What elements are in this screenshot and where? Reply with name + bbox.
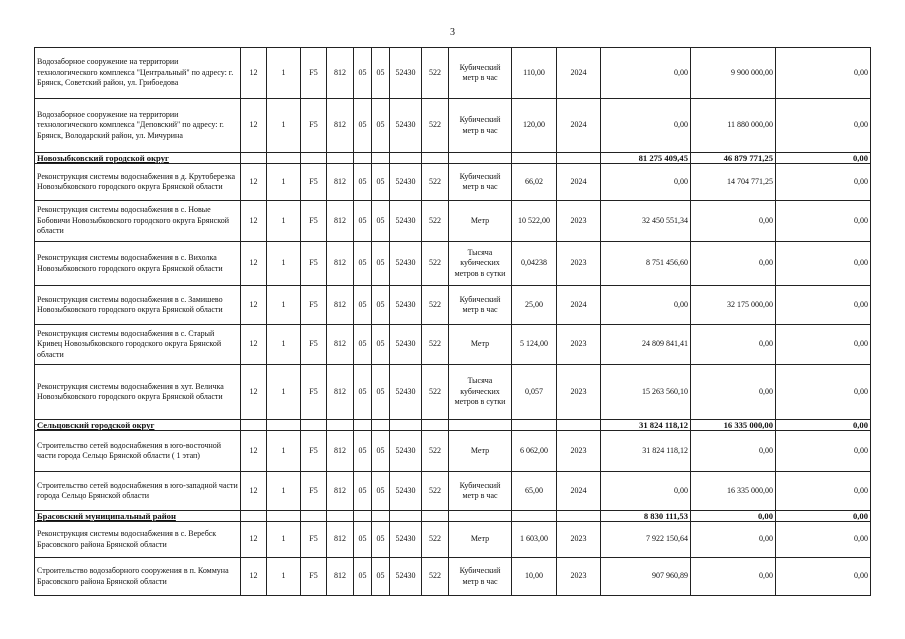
sum-2025: 0,00 (776, 420, 871, 431)
page-number: 3 (450, 27, 455, 38)
empty-cell (267, 420, 301, 431)
year-cell: 2024 (557, 164, 601, 201)
empty-cell (372, 420, 390, 431)
code-c1: 12 (241, 164, 267, 201)
code-c5: 05 (354, 365, 372, 420)
table-row (35, 558, 871, 596)
code-c2: 1 (267, 99, 301, 153)
code-c7: 52430 (390, 431, 422, 472)
sum-2024: 0,00 (691, 365, 776, 420)
table-row (35, 201, 871, 242)
sum-2025: 0,00 (776, 558, 871, 596)
code-c7: 52430 (390, 48, 422, 99)
object-name: Реконструкция системы водоснабжения в д. Крутоберезка Новозыбковского городского округа Брянской области (35, 164, 241, 201)
volume-cell: 66,02 (512, 164, 557, 201)
unit-cell: Кубический метр в час (449, 99, 512, 153)
table-row (35, 242, 871, 286)
code-c5: 05 (354, 164, 372, 201)
code-c5: 05 (354, 431, 372, 472)
empty-cell (512, 420, 557, 431)
empty-cell (512, 153, 557, 164)
empty-cell (354, 420, 372, 431)
code-c7: 52430 (390, 242, 422, 286)
code-c5: 05 (354, 522, 372, 558)
sum-2023: 0,00 (601, 99, 691, 153)
code-c4: 812 (327, 164, 354, 201)
code-c7: 52430 (390, 286, 422, 325)
empty-cell (301, 511, 327, 522)
object-name: Водозаборное сооружение на территории технологического комплекса "Центральный" по адресу: г. Брянск, Советский район, ул. Грибоедова (35, 48, 241, 99)
code-c2: 1 (267, 558, 301, 596)
sum-2024: 9 900 000,00 (691, 48, 776, 99)
object-name: Водозаборное сооружение на территории технологического комплекса "Деповский" по адресу: г. Брянск, Володарский район, ул. Мичурина (35, 99, 241, 153)
sum-2024: 11 880 000,00 (691, 99, 776, 153)
year-cell: 2024 (557, 286, 601, 325)
empty-cell (354, 153, 372, 164)
sum-2023: 32 450 551,34 (601, 201, 691, 242)
sum-2024: 0,00 (691, 242, 776, 286)
unit-cell: Кубический метр в час (449, 48, 512, 99)
empty-cell (390, 153, 422, 164)
code-c4: 812 (327, 325, 354, 365)
unit-cell: Метр (449, 201, 512, 242)
code-c2: 1 (267, 48, 301, 99)
empty-cell (267, 511, 301, 522)
sum-2023: 31 824 118,12 (601, 431, 691, 472)
empty-cell (327, 511, 354, 522)
code-c5: 05 (354, 201, 372, 242)
code-c7: 52430 (390, 365, 422, 420)
code-c5: 05 (354, 325, 372, 365)
unit-cell: Кубический метр в час (449, 472, 512, 511)
empty-cell (301, 153, 327, 164)
code-c7: 52430 (390, 164, 422, 201)
unit-cell: Тысяча кубических метров в сутки (449, 242, 512, 286)
code-c6: 05 (372, 99, 390, 153)
code-c6: 05 (372, 431, 390, 472)
code-c6: 05 (372, 48, 390, 99)
code-c1: 12 (241, 48, 267, 99)
object-name: Реконструкция системы водоснабжения в с. Замишево Новозыбковского городского округа Брянской области (35, 286, 241, 325)
volume-cell: 120,00 (512, 99, 557, 153)
code-c8: 522 (422, 558, 449, 596)
code-c1: 12 (241, 99, 267, 153)
empty-cell (557, 420, 601, 431)
sum-2025: 0,00 (776, 431, 871, 472)
code-c1: 12 (241, 242, 267, 286)
empty-cell (449, 511, 512, 522)
empty-cell (354, 511, 372, 522)
code-c7: 52430 (390, 99, 422, 153)
code-c7: 52430 (390, 522, 422, 558)
empty-cell (557, 153, 601, 164)
code-c7: 52430 (390, 558, 422, 596)
object-name: Реконструкция системы водоснабжения в с. Вихолка Новозыбковского городского округа Брянской области (35, 242, 241, 286)
sum-2023: 0,00 (601, 286, 691, 325)
object-name: Строительство сетей водоснабжения в юго-западной части города Сельцо Брянской области (35, 472, 241, 511)
code-c3: F5 (301, 201, 327, 242)
volume-cell: 25,00 (512, 286, 557, 325)
code-c8: 522 (422, 522, 449, 558)
code-c6: 05 (372, 522, 390, 558)
volume-cell: 6 062,00 (512, 431, 557, 472)
year-cell: 2024 (557, 472, 601, 511)
code-c4: 812 (327, 558, 354, 596)
empty-cell (327, 420, 354, 431)
table-row (35, 365, 871, 420)
sum-2024: 0,00 (691, 201, 776, 242)
budget-table (34, 47, 871, 596)
code-c2: 1 (267, 325, 301, 365)
volume-cell: 10,00 (512, 558, 557, 596)
year-cell: 2024 (557, 48, 601, 99)
code-c6: 05 (372, 558, 390, 596)
sum-2024: 16 335 000,00 (691, 472, 776, 511)
sum-2025: 0,00 (776, 472, 871, 511)
empty-cell (372, 153, 390, 164)
table-row (35, 48, 871, 99)
code-c8: 522 (422, 201, 449, 242)
code-c1: 12 (241, 201, 267, 242)
sum-2023: 907 960,89 (601, 558, 691, 596)
code-c4: 812 (327, 431, 354, 472)
empty-cell (557, 511, 601, 522)
code-c5: 05 (354, 558, 372, 596)
code-c1: 12 (241, 286, 267, 325)
section-name: Брасовский муниципальный район (35, 511, 241, 522)
code-c3: F5 (301, 164, 327, 201)
sum-2025: 0,00 (776, 242, 871, 286)
sum-2025: 0,00 (776, 511, 871, 522)
sum-2023: 31 824 118,12 (601, 420, 691, 431)
code-c3: F5 (301, 365, 327, 420)
volume-cell: 0,057 (512, 365, 557, 420)
sum-2025: 0,00 (776, 286, 871, 325)
unit-cell: Кубический метр в час (449, 164, 512, 201)
table-row (35, 522, 871, 558)
section-name: Новозыбковский городской округ (35, 153, 241, 164)
code-c4: 812 (327, 99, 354, 153)
section-row (35, 153, 871, 164)
year-cell: 2023 (557, 325, 601, 365)
sum-2023: 0,00 (601, 472, 691, 511)
sum-2024: 16 335 000,00 (691, 420, 776, 431)
code-c2: 1 (267, 522, 301, 558)
code-c4: 812 (327, 522, 354, 558)
table-row (35, 325, 871, 365)
year-cell: 2023 (557, 365, 601, 420)
empty-cell (422, 153, 449, 164)
empty-cell (267, 153, 301, 164)
empty-cell (422, 511, 449, 522)
code-c7: 52430 (390, 472, 422, 511)
volume-cell: 0,04238 (512, 242, 557, 286)
code-c4: 812 (327, 201, 354, 242)
sum-2024: 0,00 (691, 511, 776, 522)
table-row (35, 164, 871, 201)
volume-cell: 65,00 (512, 472, 557, 511)
code-c1: 12 (241, 431, 267, 472)
empty-cell (449, 420, 512, 431)
code-c4: 812 (327, 286, 354, 325)
sum-2024: 0,00 (691, 558, 776, 596)
code-c2: 1 (267, 164, 301, 201)
code-c3: F5 (301, 558, 327, 596)
year-cell: 2023 (557, 201, 601, 242)
table-row (35, 472, 871, 511)
code-c5: 05 (354, 48, 372, 99)
code-c1: 12 (241, 325, 267, 365)
code-c3: F5 (301, 242, 327, 286)
volume-cell: 1 603,00 (512, 522, 557, 558)
code-c8: 522 (422, 286, 449, 325)
code-c2: 1 (267, 472, 301, 511)
unit-cell: Метр (449, 431, 512, 472)
table-row (35, 431, 871, 472)
year-cell: 2023 (557, 522, 601, 558)
code-c1: 12 (241, 522, 267, 558)
sum-2023: 0,00 (601, 48, 691, 99)
unit-cell: Тысяча кубических метров в сутки (449, 365, 512, 420)
code-c3: F5 (301, 472, 327, 511)
section-row (35, 420, 871, 431)
code-c7: 52430 (390, 201, 422, 242)
sum-2025: 0,00 (776, 153, 871, 164)
volume-cell: 10 522,00 (512, 201, 557, 242)
empty-cell (327, 153, 354, 164)
table-row (35, 286, 871, 325)
code-c4: 812 (327, 242, 354, 286)
sum-2025: 0,00 (776, 365, 871, 420)
object-name: Строительство сетей водоснабжения в юго-восточной части города Сельцо Брянской области ( 1 этап) (35, 431, 241, 472)
code-c4: 812 (327, 472, 354, 511)
sum-2024: 46 879 771,25 (691, 153, 776, 164)
unit-cell: Метр (449, 325, 512, 365)
code-c2: 1 (267, 431, 301, 472)
section-name: Сельцовский городской округ (35, 420, 241, 431)
code-c8: 522 (422, 431, 449, 472)
empty-cell (422, 420, 449, 431)
year-cell: 2023 (557, 242, 601, 286)
object-name: Реконструкция системы водоснабжения в с. Веребск Брасовского района Брянской области (35, 522, 241, 558)
empty-cell (301, 420, 327, 431)
unit-cell: Кубический метр в час (449, 558, 512, 596)
sum-2024: 14 704 771,25 (691, 164, 776, 201)
object-name: Строительство водозаборного сооружения в п. Коммуна Брасовского района Брянской области (35, 558, 241, 596)
code-c6: 05 (372, 286, 390, 325)
year-cell: 2023 (557, 431, 601, 472)
code-c8: 522 (422, 164, 449, 201)
code-c4: 812 (327, 365, 354, 420)
object-name: Реконструкция системы водоснабжения в хут. Величка Новозыбковского городского округа Брянской области (35, 365, 241, 420)
code-c2: 1 (267, 201, 301, 242)
empty-cell (449, 153, 512, 164)
section-row (35, 511, 871, 522)
code-c8: 522 (422, 99, 449, 153)
code-c2: 1 (267, 242, 301, 286)
code-c3: F5 (301, 99, 327, 153)
sum-2023: 7 922 150,64 (601, 522, 691, 558)
empty-cell (241, 511, 267, 522)
code-c8: 522 (422, 472, 449, 511)
code-c6: 05 (372, 201, 390, 242)
empty-cell (390, 511, 422, 522)
empty-cell (241, 420, 267, 431)
sum-2023: 8 751 456,60 (601, 242, 691, 286)
code-c5: 05 (354, 242, 372, 286)
code-c5: 05 (354, 286, 372, 325)
code-c1: 12 (241, 365, 267, 420)
code-c3: F5 (301, 286, 327, 325)
empty-cell (241, 153, 267, 164)
object-name: Реконструкция системы водоснабжения в с. Старый Кривец Новозыбковского городского округа Брянской области (35, 325, 241, 365)
code-c6: 05 (372, 164, 390, 201)
code-c8: 522 (422, 48, 449, 99)
code-c8: 522 (422, 242, 449, 286)
table-row (35, 99, 871, 153)
code-c3: F5 (301, 48, 327, 99)
sum-2023: 0,00 (601, 164, 691, 201)
object-name: Реконструкция системы водоснабжения в с. Новые Бобовичи Новозыбковского городского округа Брянской области (35, 201, 241, 242)
sum-2025: 0,00 (776, 201, 871, 242)
unit-cell: Метр (449, 522, 512, 558)
code-c6: 05 (372, 365, 390, 420)
sum-2025: 0,00 (776, 164, 871, 201)
sum-2023: 81 275 409,45 (601, 153, 691, 164)
sum-2023: 24 809 841,41 (601, 325, 691, 365)
code-c6: 05 (372, 472, 390, 511)
empty-cell (512, 511, 557, 522)
code-c4: 812 (327, 48, 354, 99)
code-c2: 1 (267, 286, 301, 325)
sum-2025: 0,00 (776, 325, 871, 365)
code-c8: 522 (422, 365, 449, 420)
code-c3: F5 (301, 522, 327, 558)
empty-cell (390, 420, 422, 431)
volume-cell: 110,00 (512, 48, 557, 99)
code-c6: 05 (372, 325, 390, 365)
unit-cell: Кубический метр в час (449, 286, 512, 325)
code-c2: 1 (267, 365, 301, 420)
sum-2023: 8 830 111,53 (601, 511, 691, 522)
volume-cell: 5 124,00 (512, 325, 557, 365)
code-c1: 12 (241, 558, 267, 596)
code-c5: 05 (354, 472, 372, 511)
sum-2024: 32 175 000,00 (691, 286, 776, 325)
empty-cell (372, 511, 390, 522)
code-c7: 52430 (390, 325, 422, 365)
code-c6: 05 (372, 242, 390, 286)
year-cell: 2023 (557, 558, 601, 596)
sum-2025: 0,00 (776, 48, 871, 99)
code-c8: 522 (422, 325, 449, 365)
year-cell: 2024 (557, 99, 601, 153)
code-c3: F5 (301, 431, 327, 472)
sum-2025: 0,00 (776, 99, 871, 153)
sum-2024: 0,00 (691, 431, 776, 472)
sum-2024: 0,00 (691, 522, 776, 558)
code-c1: 12 (241, 472, 267, 511)
code-c5: 05 (354, 99, 372, 153)
sum-2023: 15 263 560,10 (601, 365, 691, 420)
code-c3: F5 (301, 325, 327, 365)
sum-2024: 0,00 (691, 325, 776, 365)
sum-2025: 0,00 (776, 522, 871, 558)
